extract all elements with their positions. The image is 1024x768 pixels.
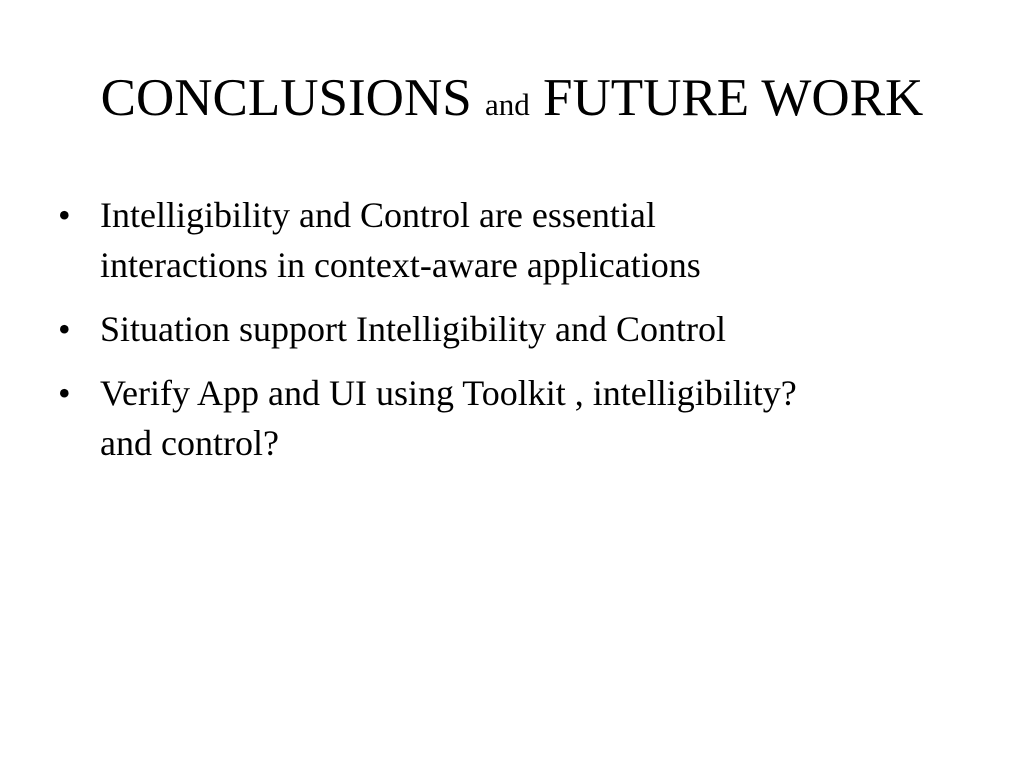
slide-title <box>0 68 1024 135</box>
bullet-dot-icon: • <box>58 195 71 235</box>
bullet-dot-icon: • <box>58 309 71 349</box>
bullet-text-line: Verify App and UI using Toolkit , intelligibility? <box>100 373 797 413</box>
bullet-text-line: Intelligibility and Control are essential <box>100 195 656 235</box>
bullet-text-line: and control? <box>100 423 279 463</box>
list-item <box>58 368 1008 468</box>
bullet-text-line: interactions in context-aware applications <box>100 245 701 285</box>
bullet-text-line: Situation support Intelligibility and Control <box>100 309 726 349</box>
title-conclusions: CONCLUSIONS <box>100 69 485 127</box>
title-future-work: FUTURE WORK <box>529 69 924 127</box>
bullet-dot-icon: • <box>58 373 71 413</box>
list-item <box>58 190 1008 290</box>
bullet-list <box>58 190 1008 482</box>
list-item <box>58 304 1008 354</box>
title-and: and <box>484 87 530 122</box>
